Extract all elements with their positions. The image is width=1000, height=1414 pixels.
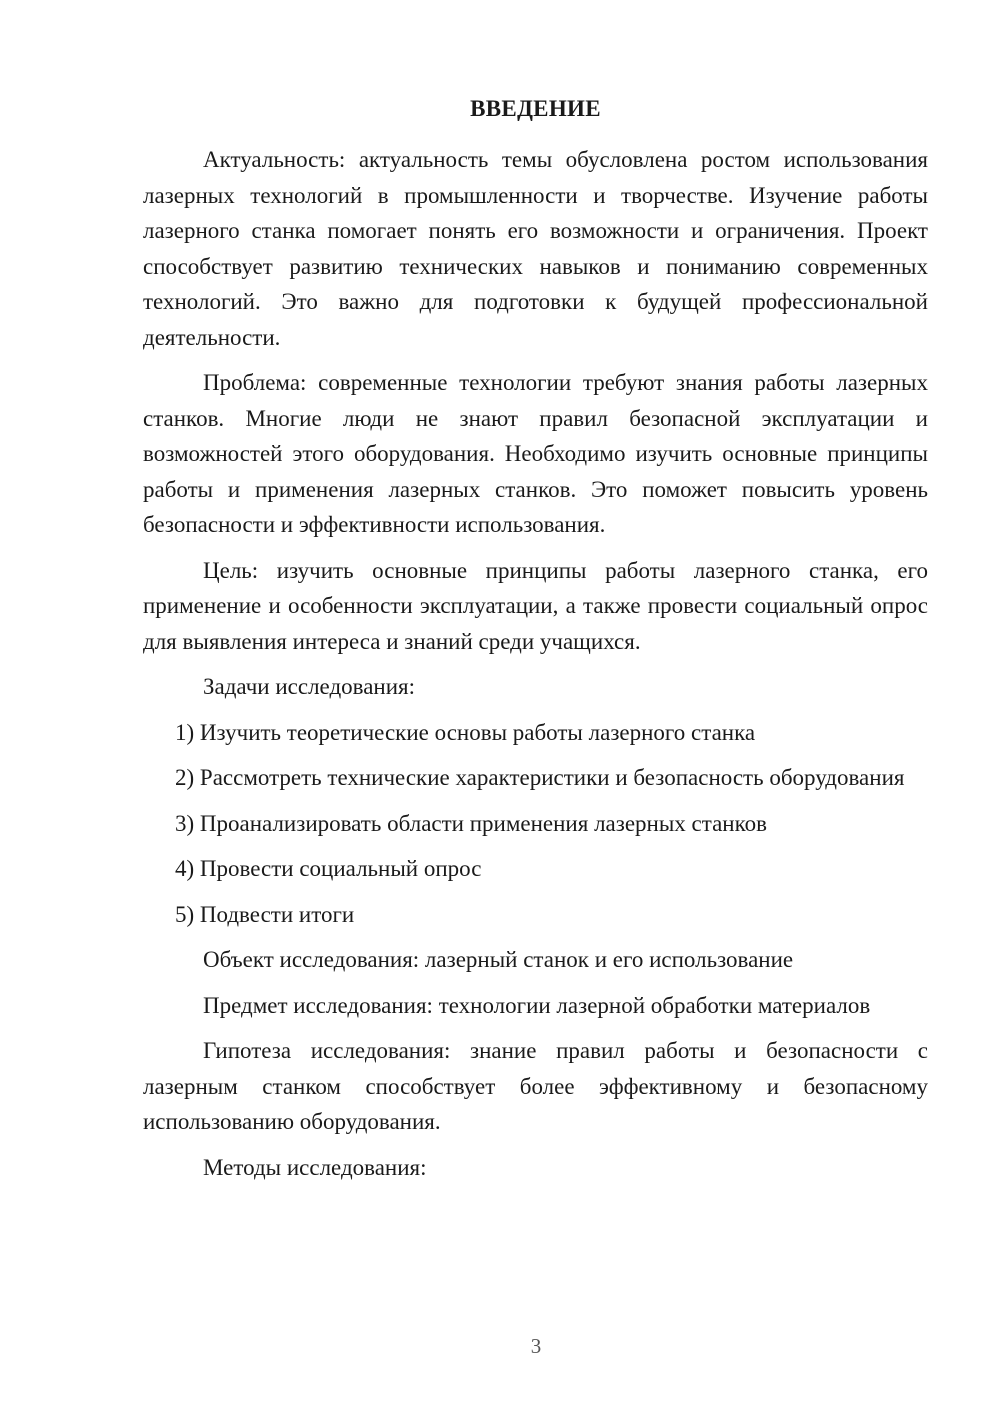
page-title: ВВЕДЕНИЕ — [470, 96, 601, 121]
problem-paragraph: Проблема: современные технологии требуют знания работы лазерных станков. Многие люди не знают правил безопасной эксплуатации и возможностей этого оборудования. Необходимо изучить основные принципы работы и применения лазерных станков. Это поможет повысить уровень безопасности и эффективности использования. — [143, 370, 928, 537]
task-item-1: 1) Изучить теоретические основы работы лазерного станка — [175, 719, 756, 745]
document-page — [143, 94, 928, 1185]
task-item-2: 2) Рассмотреть технические характеристики и безопасность оборудования — [175, 765, 905, 790]
task-item-3: 3) Проанализировать области применения лазерных станков — [175, 810, 767, 836]
hypothesis-paragraph: Гипотеза исследования: знание правил работы и безопасности с лазерным станком способствует более эффективному и безопасному использованию оборудования. — [143, 1038, 928, 1134]
methods-heading: Методы исследования: — [203, 1154, 427, 1180]
task-item-5: 5) Подвести итоги — [175, 901, 355, 927]
object-paragraph: Объект исследования: лазерный станок и его использование — [203, 947, 794, 972]
goal-paragraph: Цель: изучить основные принципы работы лазерного станка, его применение и особенности эксплуатации, а также провести социальный опрос для выявления интереса и знаний среди учащихся. — [143, 557, 928, 654]
page-number: 3 — [530, 1334, 542, 1358]
task-item-4: 4) Провести социальный опрос — [175, 856, 482, 881]
tasks-heading: Задачи исследования: — [203, 674, 416, 699]
subject-paragraph: Предмет исследования: технологии лазерной обработки материалов — [203, 992, 871, 1018]
relevance-paragraph: Актуальность: актуальность темы обусловлена ростом использования лазерных технологий в промышленности и творчестве. Изучение работы лазерного станка помогает понять его возможности и ограничения. Проект способствует развитию технических навыков и пониманию современных технологий. Это важно для подготовки к будущей профессиональной деятельности. — [143, 147, 928, 350]
